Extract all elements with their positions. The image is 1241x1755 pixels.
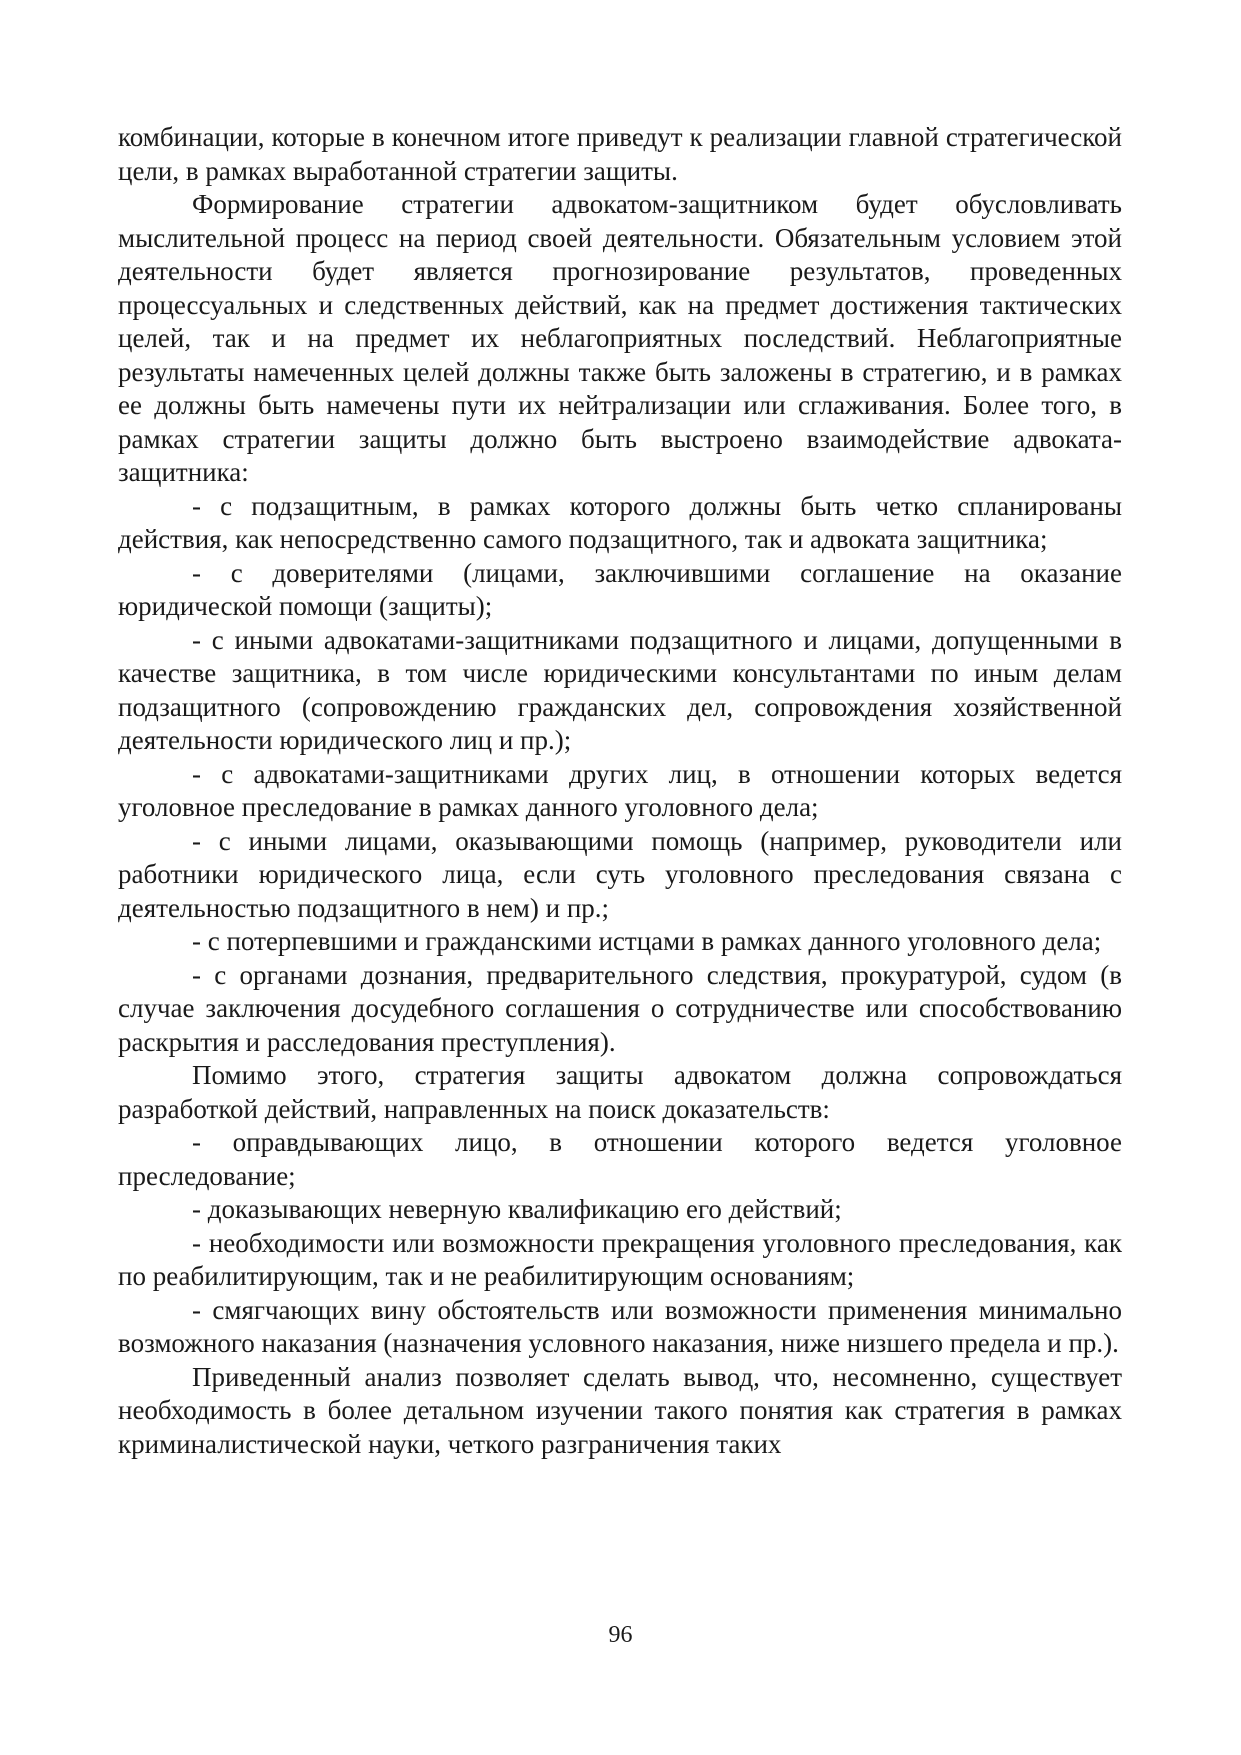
list-item-victims: - с потерпевшими и гражданскими истцами в рамках данного уголовного дела; [192,926,1102,956]
list-item-termination: - необходимости или возможности прекращения уголовного преследования, как по реабилитирующим, так и не реабилитирующим основаниям; [118,1227,1122,1291]
list-item-assisting-persons: - с иными лицами, оказывающими помощь (например, руководители или работники юридического лица, если суть уголовного преследования связана с деятельностью подзащитного в нем) и пр.; [118,825,1122,923]
list-item-authorities: - с органами дознания, предварительного следствия, прокуратурой, судом (в случае заключения досудебного соглашения о сотрудничестве или способствованию раскрытия и расследования преступления). [118,959,1122,1057]
list-item-exculpatory: - оправдывающих лицо, в отношении которого ведется уголовное преследование; [118,1127,1122,1191]
list-item-defenders-of-others: - с адвокатами-защитниками других лиц, в отношении которых ведется уголовное преследование в рамках данного уголовного дела; [118,758,1122,822]
page-number: 96 [608,1622,633,1648]
paragraph-conclusion: Приведенный анализ позволяет сделать вывод, что, несомненно, существует необходимость в более детальном изучении такого понятия как стратегия в рамках криминалистической науки, четкого разграничения таких [118,1361,1122,1459]
paragraph-evidence-search: Помимо этого, стратегия защиты адвокатом должна сопровождаться разработкой действий, направленных на поиск доказательств: [118,1060,1122,1124]
list-item-principals: - с доверителями (лицами, заключившими соглашение на оказание юридической помощи (защиты); [118,557,1122,621]
list-item-mitigating: - смягчающих вину обстоятельств или возможности применения минимально возможного наказания (назначения условного наказания, ниже низшего предела и пр.). [118,1294,1122,1358]
list-item-client: - с подзащитным, в рамках которого должны быть четко спланированы действия, как непосредственно самого подзащитного, так и адвоката защитника; [118,490,1122,554]
list-item-other-defenders: - с иными адвокатами-защитниками подзащитного и лицами, допущенными в качестве защитника, в том числе юридическими консультантами по иным делам подзащитного (сопровождению гражданских дел, сопровождения хозяйственной деятельности юридического лиц и пр.); [118,624,1122,755]
paragraph-continuation: комбинации, которые в конечном итоге приведут к реализации главной стратегической цели, в рамках выработанной стратегии защиты. [118,122,1122,186]
paragraph-strategy-formation: Формирование стратегии адвокатом-защитником будет обусловливать мыслительной процесс на период своей деятельности. Обязательным условием этой деятельности будет является прогнозирование результатов, проведенных процессуальных и следственных действий, как на предмет достижения тактических целей, так и на предмет их неблагоприятных последствий. Неблагоприятные результаты намеченных целей должны также быть заложены в стратегию, и в рамках ее должны быть намечены пути их нейтрализации или сглаживания. Более того, в рамках стратегии защиты должно быть выстроено взаимодействие адвоката-защитника: [118,189,1122,487]
page-body-text [118,121,1122,1461]
list-item-qualification: - доказывающих неверную квалификацию его действий; [192,1194,842,1224]
